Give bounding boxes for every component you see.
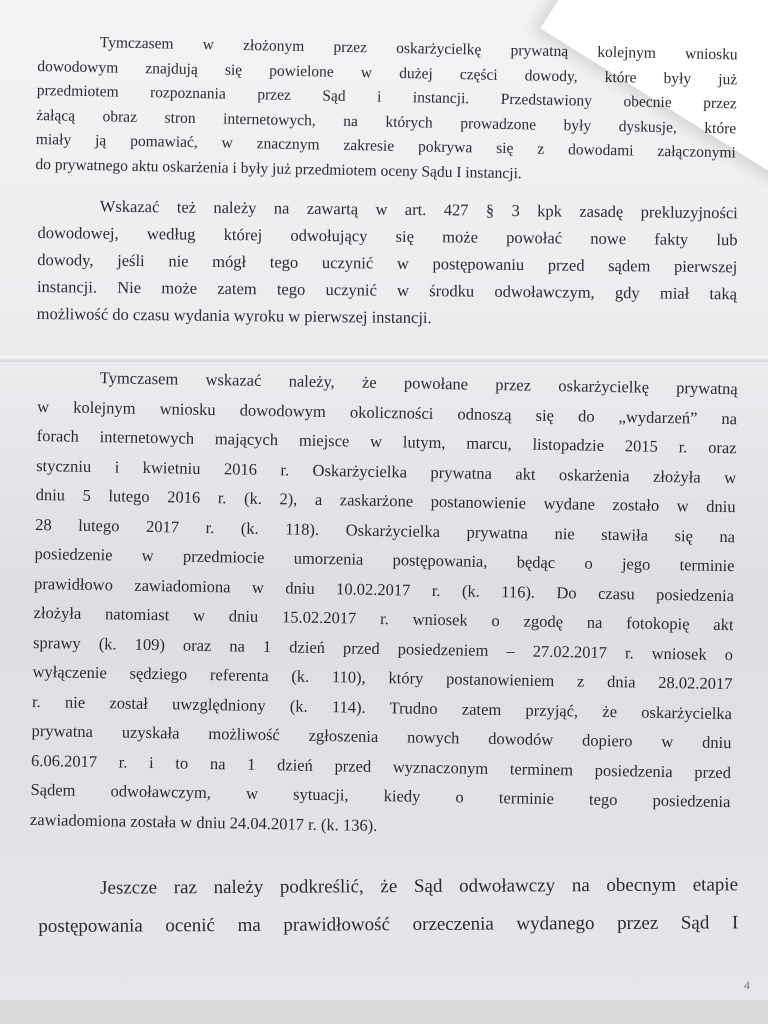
text-line: dowodowym znajdują się powielone w dużej części dowody, które były już bbox=[37, 57, 738, 88]
text-line: wyłączenie sędziego referenta (k. 110), który postanowieniem z dnia 28.02.2017 bbox=[32, 661, 733, 694]
text-line: sprawy (k. 109) oraz na 1 dzień przed posiedzeniem – 27.02.2017 r. wniosek o bbox=[32, 632, 734, 664]
paragraph-1 bbox=[35, 30, 738, 190]
text-line: Tymczasem w złożonym przez oskarżycielkę prywatną kolejnym wniosku bbox=[99, 34, 738, 64]
text-line: prawidłowo zawiadomiona w dniu 10.02.2017 r. (k. 116). Do czasu posiedzenia bbox=[33, 573, 735, 605]
text-line: zawiadomiona została w dniu 24.04.2017 r. (k. 136). bbox=[29, 809, 378, 835]
text-line: Wskazać też należy na zawartą w art. 427 § 3 kpk zasadę prekluzyjności bbox=[99, 196, 738, 223]
text-line: w kolejnym wniosku dowodowym okoliczności odnoszą się do „wydarzeń” na bbox=[37, 396, 738, 428]
text-line: przedmiotem rozpoznania przez Sąd i instancji. Przedstawiony obecnie przez bbox=[36, 81, 737, 113]
text-line: Tymczasem wskazać należy, że powołane przez oskarżycielkę prywatną bbox=[99, 368, 738, 399]
text-line: forach internetowych mających miejsce w lutym, marcu, listopadzie 2015 r. oraz bbox=[36, 425, 737, 458]
text-line: postępowania ocenić ma prawidłowość orzeczenia wydanego przez Sąd I bbox=[38, 912, 739, 937]
text-line: dniu 5 lutego 2016 r. (k. 2), a zaskarżone postanowienie wydane zostało w dniu bbox=[35, 484, 736, 517]
text-line: 6.06.2017 r. i to na 1 dzień przed wyznaczonym terminem posiedzenia przed bbox=[30, 750, 732, 782]
paragraph-2 bbox=[37, 192, 738, 334]
text-line: Sądem odwoławczym, w sytuacji, kiedy o terminie tego posiedzenia bbox=[30, 779, 731, 812]
text-line: dowodowej, według której odwołujący się może powołać nowe fakty lub bbox=[37, 222, 738, 250]
scan-seam bbox=[0, 356, 768, 362]
text-line: możliwość do czasu wydania wyroku w pierwszej instancji. bbox=[36, 303, 432, 328]
text-line: do prywatnego aktu oskarżenia i były już przedmiotem oceny Sądu I instancji. bbox=[35, 155, 522, 182]
text-line: żałącą obraz stron internetowych, na których prowadzone były dyskusje, które bbox=[36, 106, 737, 137]
text-line: styczniu i kwietniu 2016 r. Oskarżycielka prywatna akt oskarżenia złożyła w bbox=[36, 455, 737, 487]
text-line: instancji. Nie może zatem tego uczynić w środku odwoławczym, gdy miał taką bbox=[36, 276, 738, 304]
paragraph-4 bbox=[38, 866, 738, 946]
text-line: posiedzenie w przedmiocie umorzenia postępowania, będąc o jego terminie bbox=[34, 543, 735, 576]
page-number: 4 bbox=[744, 978, 750, 992]
text-line: złożyła natomiast w dniu 15.02.2017 r. wniosek o zgodę na fotokopię akt bbox=[33, 602, 734, 635]
text-line: dowody, jeśli nie mógł tego uczynić w postępowaniu przed sądem pierwszej bbox=[37, 249, 738, 277]
text-line: prywatna uzyskała możliwość zgłoszenia nowych dowodów dopiero w dniu bbox=[31, 720, 732, 753]
text-line: r. nie został uwzględniony (k. 114). Trudno zatem przyjąć, że oskarżycielka bbox=[31, 691, 733, 723]
text-line: Jeszcze raz należy podkreślić, że Sąd odwoławczy na obecnym etapie bbox=[100, 874, 739, 899]
text-line: miały ją pomawiać, w znacznym zakresie pokrywa się z dowodami załączonymi bbox=[35, 130, 736, 162]
paragraph-3 bbox=[30, 362, 738, 846]
text-line: 28 lutego 2017 r. (k. 118). Oskarżycielka prywatna nie stawiła się na bbox=[35, 514, 736, 546]
